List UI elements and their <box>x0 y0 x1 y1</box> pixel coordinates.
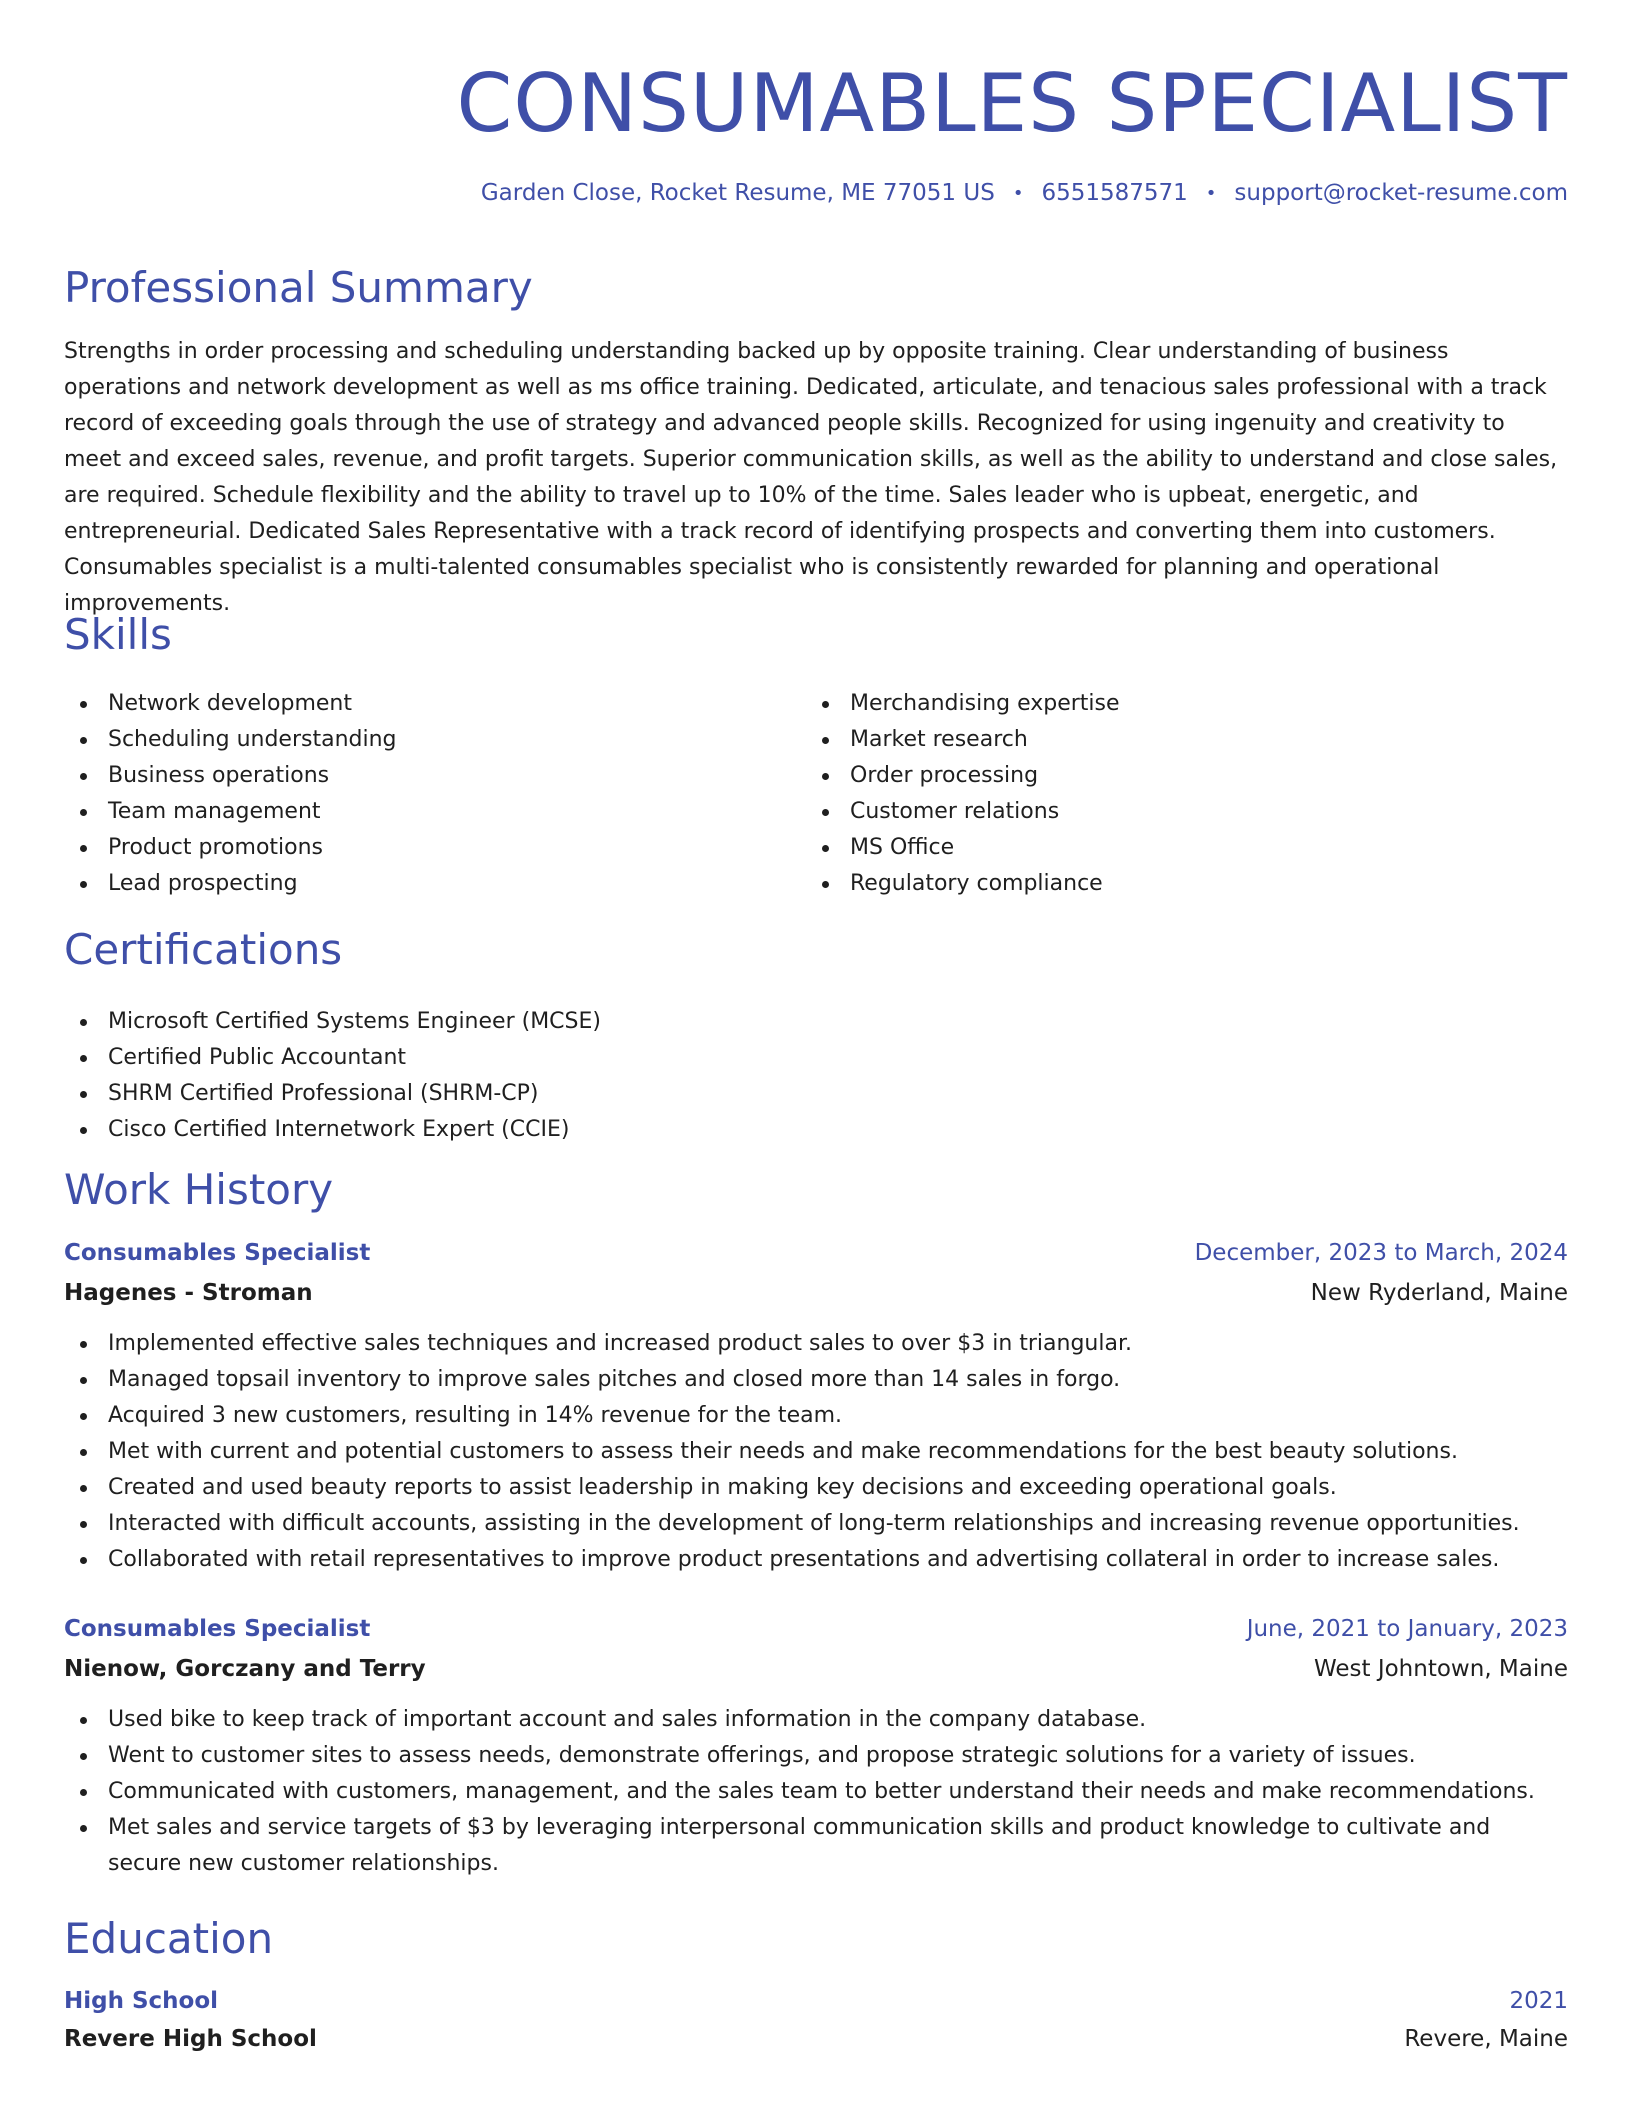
certification-item: SHRM Certified Professional (SHRM-CP) <box>64 1076 1568 1112</box>
education-school: Revere High School <box>64 2026 317 2052</box>
job-duty-item: Met with current and potential customers to assess their needs and make recommendations for the best beauty solutions. <box>64 1434 1568 1470</box>
certification-item: Certified Public Accountant <box>64 1040 1568 1076</box>
skill-item: Regulatory compliance <box>806 866 1566 902</box>
job-company: Hagenes - Stroman <box>64 1280 313 1306</box>
job-duty-item: Used bike to keep track of important account and sales information in the company database. <box>64 1702 1568 1738</box>
job-duty-item: Collaborated with retail representatives to improve product presentations and advertising collateral in order to increase sales. <box>64 1542 1568 1578</box>
skill-item: Business operations <box>64 758 804 794</box>
education-location: Revere, Maine <box>1404 2026 1568 2052</box>
contact-line <box>481 180 1568 206</box>
job-duties-list <box>64 1326 1568 1578</box>
education-degree: High School <box>64 1988 219 2014</box>
job-company: Nienow, Gorczany and Terry <box>64 1656 426 1682</box>
job-duty-item: Implemented effective sales techniques and increased product sales to over $3 in triangular. <box>64 1326 1568 1362</box>
contact-phone: 6551587571 <box>1041 180 1188 206</box>
job-title: Consumables Specialist <box>64 1616 371 1642</box>
certification-item: Cisco Certified Internetwork Expert (CCIE) <box>64 1112 1568 1148</box>
contact-email[interactable]: support@rocket-resume.com <box>1234 180 1568 206</box>
job-duties-list <box>64 1702 1568 1882</box>
job-duty-item: Managed topsail inventory to improve sales pitches and closed more than 14 sales in forgo. <box>64 1362 1568 1398</box>
job-location: West Johntown, Maine <box>1313 1656 1568 1682</box>
skill-item: Customer relations <box>806 794 1566 830</box>
skill-item: Network development <box>64 686 804 722</box>
work-history-heading: Work History <box>64 1165 334 1214</box>
skill-item: Scheduling understanding <box>64 722 804 758</box>
job-location: New Ryderland, Maine <box>1310 1280 1568 1306</box>
skill-item: Order processing <box>806 758 1566 794</box>
job-duty-item: Interacted with difficult accounts, assisting in the development of long-term relationships and increasing revenue opportunities. <box>64 1506 1568 1542</box>
job-dates: December, 2023 to March, 2024 <box>1194 1240 1568 1266</box>
resume-page <box>64 0 1568 2052</box>
job-dates: June, 2021 to January, 2023 <box>1246 1616 1568 1642</box>
summary-heading: Professional Summary <box>64 263 533 312</box>
job-duty-item: Went to customer sites to assess needs, demonstrate offerings, and propose strategic solutions for a variety of issues. <box>64 1738 1568 1774</box>
contact-separator: • <box>1205 182 1217 204</box>
job-title: Consumables Specialist <box>64 1240 371 1266</box>
contact-address: Garden Close, Rocket Resume, ME 77051 US <box>480 180 995 206</box>
skill-item: Product promotions <box>64 830 804 866</box>
certifications-heading: Certifications <box>64 925 343 974</box>
job-duty-item: Created and used beauty reports to assist leadership in making key decisions and exceeding operational goals. <box>64 1470 1568 1506</box>
education-year: 2021 <box>1509 1988 1568 2014</box>
skill-item: Market research <box>806 722 1566 758</box>
job-duty-item: Met sales and service targets of $3 by leveraging interpersonal communication skills and product knowledge to cultivate and secure new customer relationships. <box>64 1810 1568 1882</box>
summary-text: Strengths in order processing and scheduling understanding backed up by opposite training. Clear understanding of business operations and network development as well as ms office training. Dedicated, articulate, and tenacious sales professional with a track record of exceeding goals through the use of strategy and advanced people skills. Recognized for using ingenuity and creativity to meet and exceed sales, revenue, and profit targets. Superior communication skills, as well as the ability to understand and close sales, are required. Schedule flexibility and the ability to travel up to 10% of the time. Sales leader who is upbeat, energetic, and entrepreneurial. Dedicated Sales Representative with a track record of identifying prospects and converting them into customers. Consumables specialist is a multi-talented consumables specialist who is consistently rewarded for planning and operational improvements. <box>64 339 1558 616</box>
skill-item: MS Office <box>806 830 1566 866</box>
job-duty-item: Acquired 3 new customers, resulting in 14% revenue for the team. <box>64 1398 1568 1434</box>
skill-item: Lead prospecting <box>64 866 804 902</box>
certifications-list <box>64 1004 1568 1148</box>
resume-title: CONSUMABLES SPECIALIST <box>456 57 1568 150</box>
skills-heading: Skills <box>64 610 172 659</box>
job-duty-item: Communicated with customers, management, and the sales team to better understand their needs and make recommendations. <box>64 1774 1568 1810</box>
contact-separator: • <box>1012 182 1024 204</box>
skills-list-right <box>806 686 1566 902</box>
skill-item: Team management <box>64 794 804 830</box>
certification-item: Microsoft Certified Systems Engineer (MCSE) <box>64 1004 1568 1040</box>
skill-item: Merchandising expertise <box>806 686 1566 722</box>
education-heading: Education <box>64 1914 274 1963</box>
skills-list-left <box>64 686 804 902</box>
